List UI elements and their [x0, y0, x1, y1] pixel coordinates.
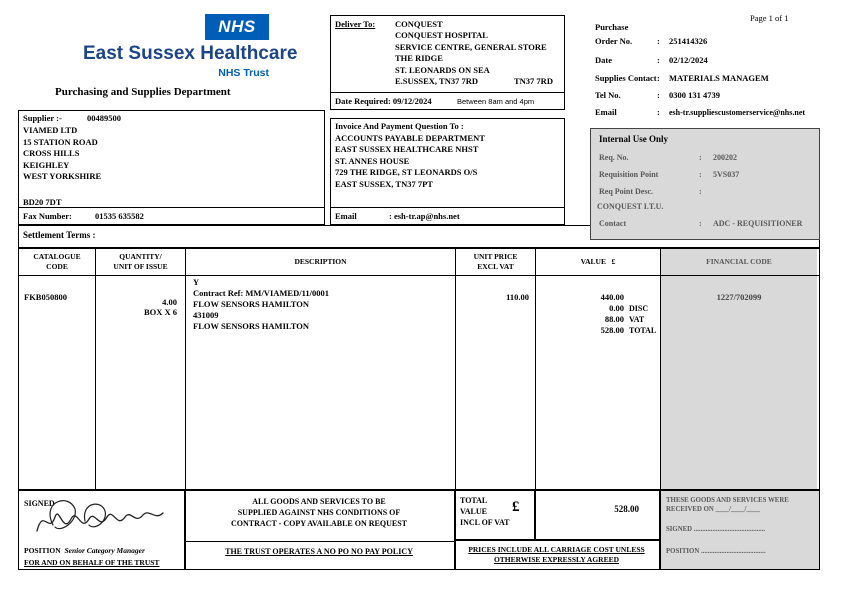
contact-value: ADC - REQUISITIONER	[713, 219, 803, 228]
fax-value: 01535 635582	[95, 211, 144, 221]
address-line: ST. LEONARDS ON SEA	[395, 64, 490, 75]
address-line: 15 STATION ROAD	[23, 136, 98, 147]
address-line: E.SUSSEX, TN37 7RD	[395, 76, 478, 87]
value-amount: 528.00	[600, 325, 624, 335]
description-line: FLOW SENSORS HAMILTON	[193, 321, 310, 331]
position-label: POSITION	[24, 546, 61, 555]
colon: :	[657, 73, 660, 83]
deliver-to-label: Deliver To:	[335, 19, 376, 29]
carriage-note-line: PRICES INCLUDE ALL CARRIAGE COST UNLESS	[468, 545, 645, 554]
email-row	[595, 107, 805, 117]
header-unit-price	[456, 249, 536, 275]
received-signed-row	[666, 526, 765, 533]
cell-unit-price: 110.00	[456, 276, 536, 489]
position-value: Senior Category Manager	[64, 546, 145, 555]
header-financial-code: FINANCIAL CODE	[661, 249, 817, 275]
total-label-line: VALUE	[460, 507, 487, 516]
supplier-header	[23, 113, 121, 123]
invoice-title: Invoice And Payment Question To :	[335, 121, 464, 131]
value-line	[536, 325, 660, 336]
address-line: THE RIDGE	[395, 53, 443, 64]
supplies-contact-label: Supplies Contact	[595, 73, 657, 83]
conditions-box	[185, 490, 455, 570]
cell-catalogue-code: FKB050800	[19, 276, 96, 489]
colon: :	[699, 187, 702, 196]
colon: :	[699, 170, 702, 179]
invoice-address	[335, 133, 485, 190]
invoice-email-value: esh-tr.ap@nhs.net	[393, 211, 460, 221]
received-position-label: POSITION	[666, 548, 700, 555]
nhs-logo-text: NHS	[218, 17, 256, 36]
received-signed-label: SIGNED	[666, 526, 693, 533]
order-date-label: Date	[595, 55, 612, 65]
address-line: ST. ANNES HOUSE	[335, 155, 410, 166]
description-line: FLOW SENSORS HAMILTON	[193, 299, 310, 309]
header-value: VALUE £	[536, 249, 661, 275]
req-point-value: 5VS037	[713, 170, 740, 179]
fax-row	[19, 207, 324, 226]
req-no-row	[599, 153, 737, 162]
policy-text: THE TRUST OPERATES A NO PO NO PAY POLICY	[225, 547, 413, 556]
description-line: Contract Ref: MM/VIAMED/11/0001	[193, 288, 329, 298]
on-behalf-label: FOR AND ON BEHALF OF THE TRUST	[24, 558, 160, 567]
header-line: QUANTITY/	[119, 252, 162, 261]
supplier-box	[18, 110, 325, 225]
value-amount: 88.00	[604, 314, 624, 324]
po-number-row	[595, 36, 707, 46]
carriage-note	[456, 545, 657, 565]
req-point-label: Requisition Point	[599, 170, 659, 179]
po-number: 251414326	[669, 36, 708, 46]
invoice-email-row	[331, 207, 564, 226]
invoice-email	[389, 211, 460, 221]
received-signed-dots: ..........................................	[693, 526, 766, 533]
cell-financial-code: 1227/702099	[661, 276, 817, 489]
supplies-contact-row	[595, 73, 769, 83]
conditions-line: CONTRACT - COPY AVAILABLE ON REQUEST	[231, 519, 407, 528]
total-label-box	[455, 490, 535, 540]
value-line	[536, 303, 660, 314]
deliver-to-box	[330, 15, 565, 110]
invoice-box	[330, 118, 565, 225]
req-no-value: 200202	[713, 153, 737, 162]
header-quantity	[96, 249, 186, 275]
received-text	[666, 496, 789, 514]
cell-value	[536, 276, 661, 489]
value-line	[536, 292, 660, 303]
goods-received-box	[660, 490, 820, 570]
colon: :	[657, 107, 660, 117]
order-date-row	[595, 55, 708, 65]
received-position-row	[666, 548, 766, 555]
carriage-note-box	[455, 540, 660, 570]
address-line: KEIGHLEY	[23, 159, 70, 170]
page-number: Page 1 of 1	[750, 13, 789, 23]
email-label: Email	[595, 107, 617, 117]
nhs-logo	[205, 14, 269, 40]
conditions-line: ALL GOODS AND SERVICES TO BE	[252, 497, 386, 506]
address-line: WEST YORKSHIRE	[23, 171, 102, 182]
header-description: DESCRIPTION	[186, 249, 456, 275]
quantity-value: 4.00	[162, 297, 177, 307]
currency-symbol: £	[512, 499, 520, 515]
address-line: CONQUEST HOSPITAL	[395, 30, 488, 41]
email-value: esh-tr.suppliescustomerservice@nhs.net	[669, 108, 806, 117]
colon: :	[657, 55, 660, 65]
contact-row	[599, 219, 802, 228]
unit-of-issue: BOX X 6	[143, 307, 177, 317]
colon: :	[657, 36, 660, 46]
header-line: EXCL VAT	[477, 261, 514, 271]
req-no-label: Req. No.	[599, 153, 629, 162]
header-line: CODE	[46, 261, 68, 271]
address-line: EAST SUSSEX, TN37 7PT	[335, 178, 433, 189]
date-required-row	[331, 92, 564, 109]
address-line: 729 THE RIDGE, ST LEONARDS O/S	[335, 167, 478, 178]
tel-value: 0300 131 4739	[669, 90, 720, 100]
address-line: CONQUEST	[395, 19, 443, 29]
cell-description	[186, 276, 456, 489]
value-suffix: TOTAL	[629, 326, 657, 335]
colon: :	[699, 153, 702, 162]
value-amount: 0.00	[609, 303, 624, 313]
header-line: CATALOGUE	[33, 252, 81, 261]
deliver-to-postcode: TN37 7RD	[514, 76, 553, 86]
internal-use-box	[590, 128, 820, 240]
description-line: Y	[193, 277, 200, 287]
tel-row	[595, 90, 720, 100]
value-amount: 440.00	[600, 292, 624, 302]
cell-quantity	[96, 276, 186, 489]
total-label-line: INCL OF VAT	[460, 518, 510, 527]
date-required	[335, 96, 432, 106]
settlement-terms-label: Settlement Terms :	[23, 230, 96, 240]
address-line: ACCOUNTS PAYABLE DEPARTMENT	[335, 133, 485, 143]
conditions-divider	[186, 541, 454, 542]
header-catalogue-code	[19, 249, 96, 275]
signed-box	[18, 490, 185, 570]
supplies-contact-value: MATERIALS MANAGEM	[669, 73, 769, 83]
req-desc-label: Req Point Desc.	[599, 187, 653, 196]
supplier-postcode: BD20 7DT	[23, 197, 62, 207]
address-line: SERVICE CENTRE, GENERAL STORE	[395, 41, 547, 52]
address-line: VIAMED LTD	[23, 125, 78, 135]
signature	[31, 491, 181, 545]
supplier-label: Supplier :-	[23, 113, 62, 123]
description-line: 431009	[193, 310, 219, 320]
value-suffix: DISC	[629, 304, 649, 313]
department-title: Purchasing and Supplies Department	[55, 86, 231, 98]
req-desc-value: CONQUEST I.T.U.	[597, 202, 664, 211]
total-value-box	[535, 490, 660, 540]
header-line: UNIT PRICE	[473, 252, 518, 261]
carriage-note-line: OTHERWISE EXPRESSLY AGREED	[493, 555, 620, 564]
total-label-line: TOTAL	[460, 496, 488, 505]
total-value: 528.00	[614, 504, 639, 514]
received-line: THESE GOODS AND SERVICES WERE	[666, 497, 789, 504]
header-line: UNIT OF ISSUE	[113, 261, 168, 271]
supplier-code: 00489500	[87, 113, 121, 123]
po-label-line2: Order No.	[595, 36, 633, 46]
contact-label: Contact	[599, 219, 627, 228]
org-subtitle: NHS Trust	[218, 67, 269, 79]
position-row	[24, 546, 145, 555]
table-header-row	[19, 249, 819, 276]
order-date-value: 02/12/2024	[669, 55, 708, 65]
invoice-email-label: Email	[335, 211, 357, 221]
received-position-dots: ......................................	[700, 548, 766, 555]
colon: :	[657, 90, 660, 100]
signed-label: SIGNED	[24, 499, 55, 508]
total-label	[460, 495, 510, 528]
conditions-line: SUPPLIED AGAINST NHS CONDITIONS OF	[237, 508, 401, 517]
internal-use-title: Internal Use Only	[599, 134, 669, 144]
date-required-label: Date Required:	[335, 96, 391, 106]
date-required-note: Between 8am and 4pm	[457, 97, 535, 106]
received-line: RECEIVED ON ____/____/____	[666, 506, 761, 513]
supplier-address	[23, 125, 101, 183]
date-required-value: 09/12/2024	[392, 96, 432, 106]
address-line: CROSS HILLS	[23, 148, 80, 159]
colon: :	[389, 211, 392, 221]
colon: :	[699, 219, 702, 228]
org-name: East Sussex Healthcare	[83, 43, 298, 64]
value-suffix: VAT	[629, 315, 645, 324]
req-desc-row	[599, 187, 713, 196]
req-point-row	[599, 170, 739, 179]
value-line	[536, 314, 660, 325]
po-label-line1: Purchase	[595, 22, 629, 32]
tel-label: Tel No.	[595, 90, 621, 100]
conditions-text	[186, 496, 452, 529]
order-items-table	[18, 248, 820, 490]
fax-label: Fax Number:	[23, 211, 72, 221]
address-line: EAST SUSSEX HEALTHCARE NHST	[335, 144, 479, 155]
